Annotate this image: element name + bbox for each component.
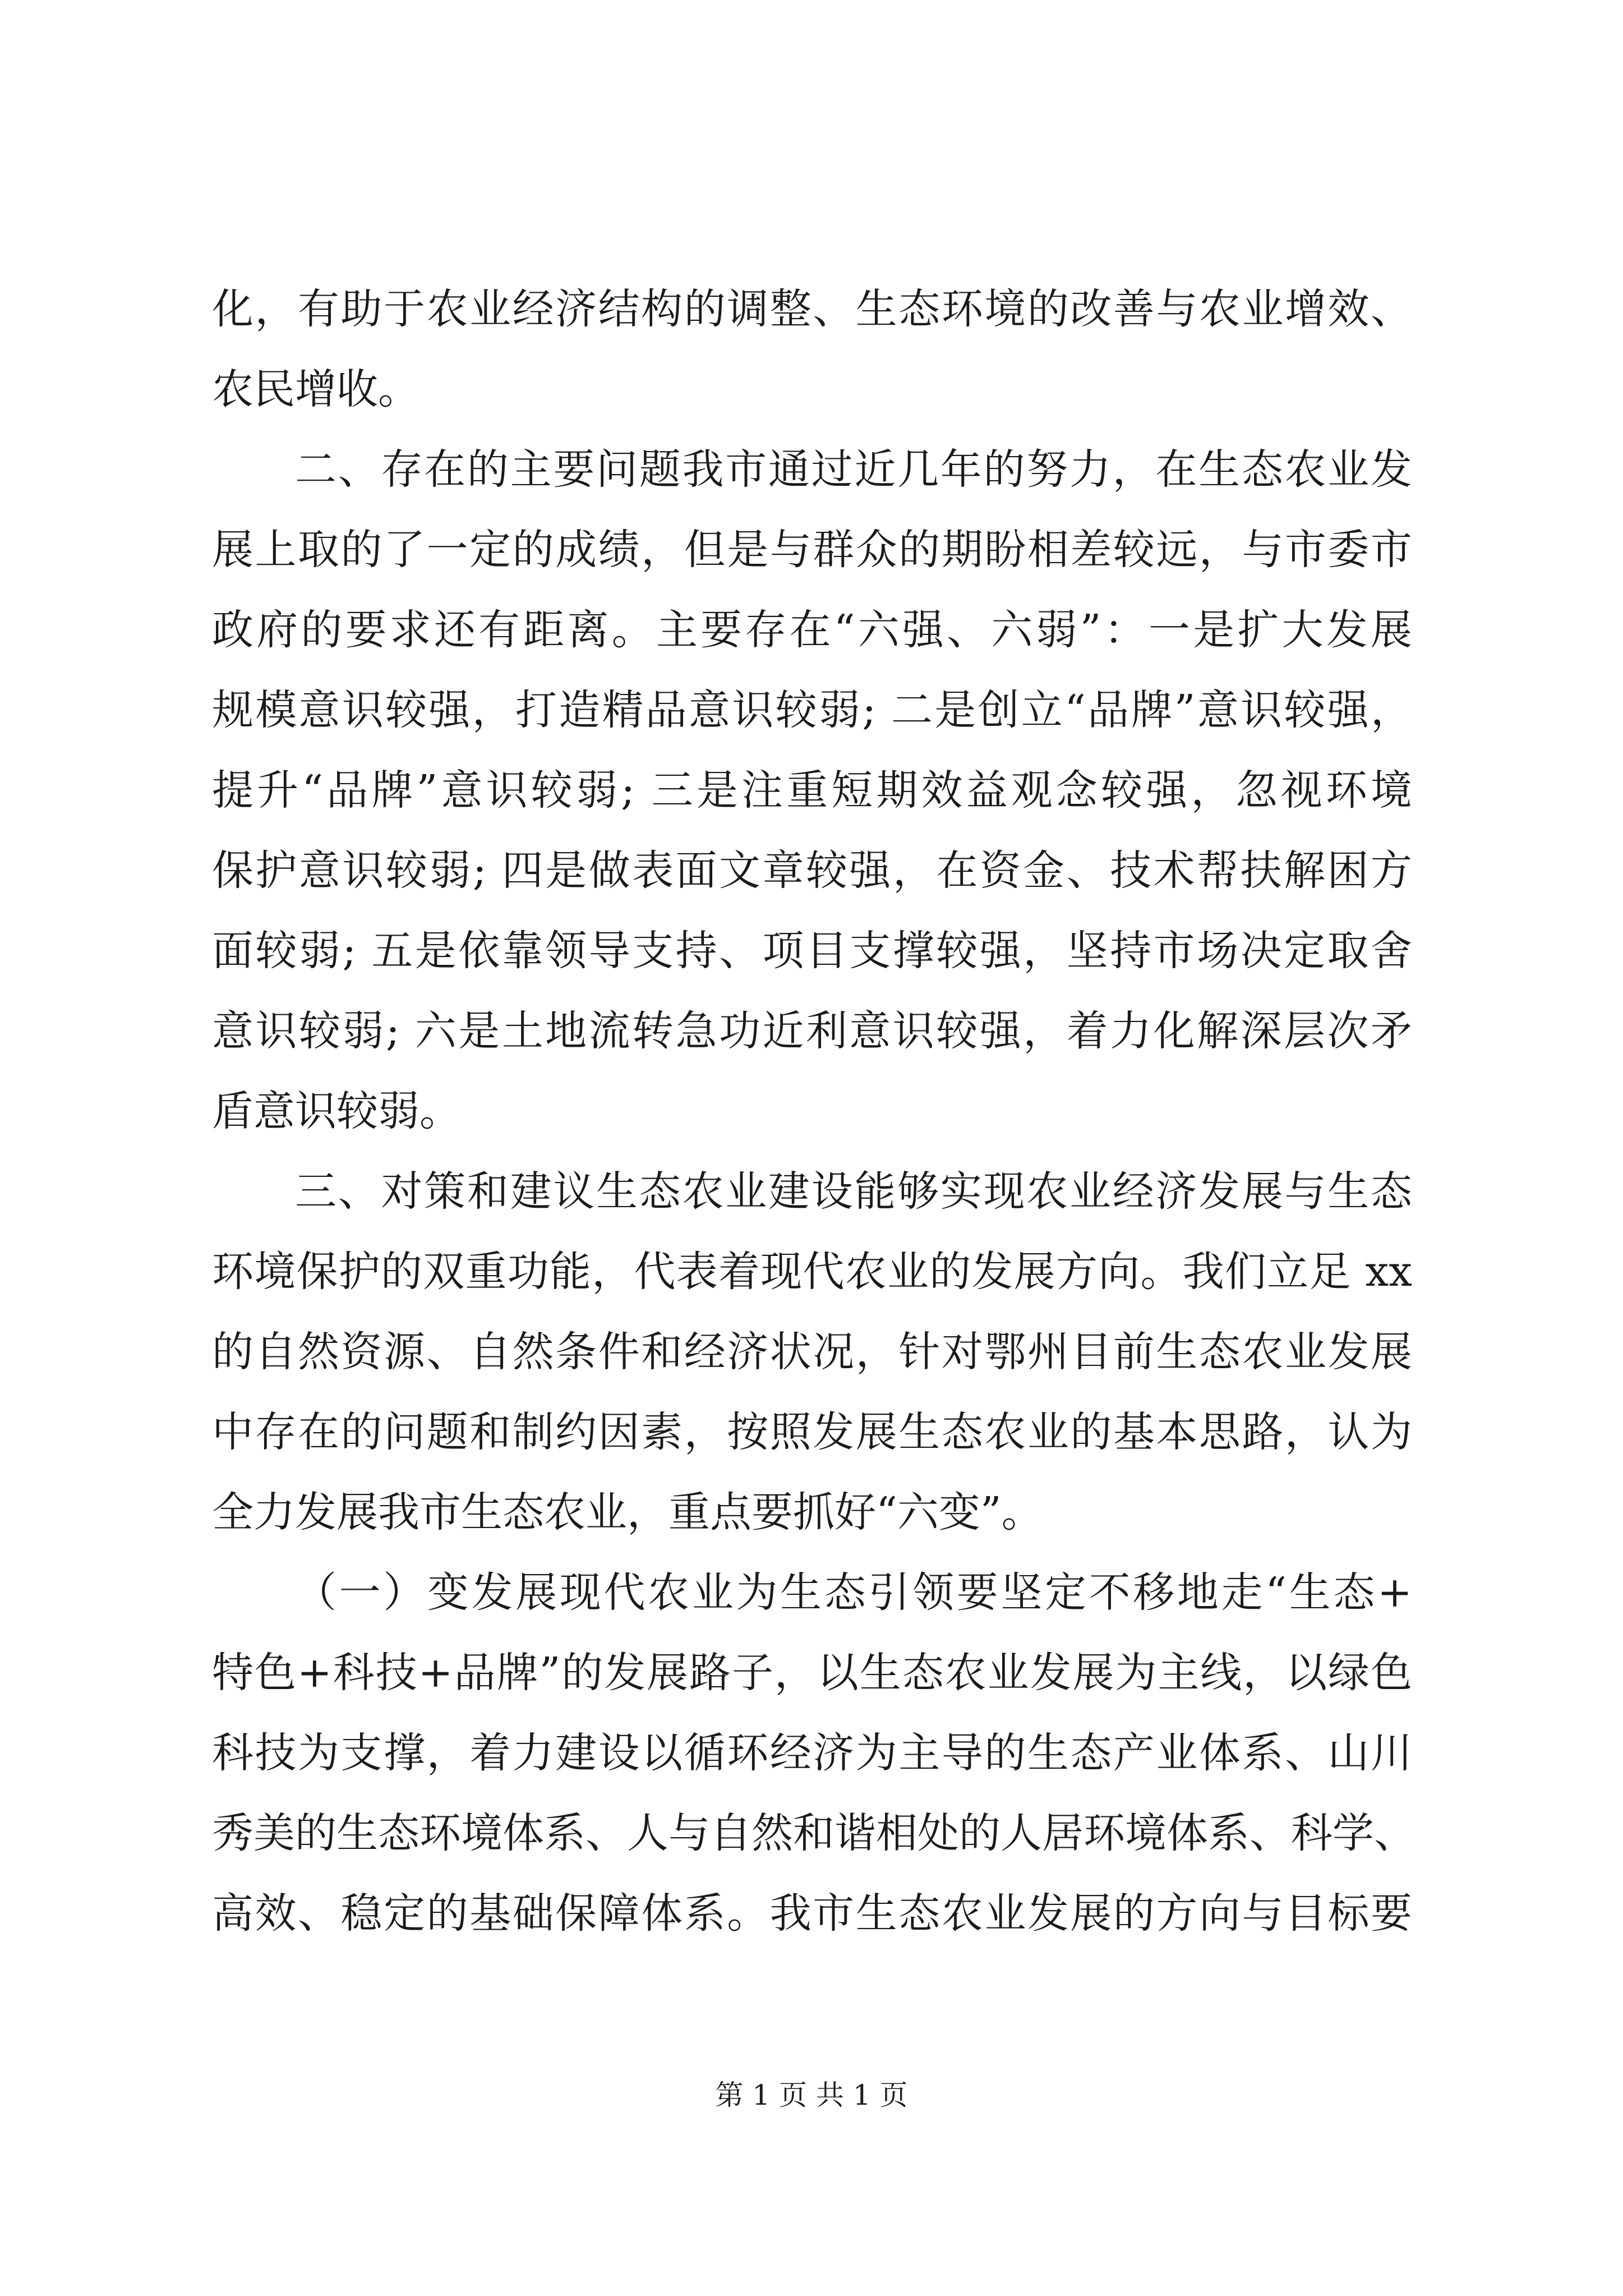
text-line: 面较弱; 五是依靠领导支持、项目支撑较强，坚持市场决定取舍 xyxy=(212,927,1412,975)
text-line: 规模意识较强，打造精品意识较弱; 二是创立“品牌”意识较强， xyxy=(212,686,1412,734)
text-line: 盾意识较弱。 xyxy=(212,1087,461,1135)
text-line: 化，有助于农业经济结构的调整、生态环境的改善与农业增效、 xyxy=(212,285,1412,333)
text-line: 秀美的生态环境体系、人与自然和谐相处的人居环境体系、科学、 xyxy=(212,1809,1415,1857)
text-line: 环境保护的双重功能，代表着现代农业的发展方向。我们立足 xx xyxy=(212,1248,1412,1296)
text-line: 特色+科技+品牌”的发展路子，以生态农业发展为主线，以绿色 xyxy=(212,1649,1412,1697)
text-line: 高效、稳定的基础保障体系。我市生态农业发展的方向与目标要 xyxy=(212,1889,1412,1938)
document-body xyxy=(212,269,1415,1954)
text-line: 保护意识较弱; 四是做表面文章较强，在资金、技术帮扶解困方 xyxy=(212,846,1412,895)
text-line: 三、对策和建议生态农业建设能够实现农业经济发展与生态 xyxy=(295,1167,1412,1216)
text-line: 展上取的了一定的成绩，但是与群众的期盼相差较远，与市委市 xyxy=(212,526,1412,574)
text-line: 二、存在的主要问题我市通过近几年的努力，在生态农业发 xyxy=(295,445,1412,494)
text-line: 意识较弱; 六是土地流转急功近利意识较强，着力化解深层次矛 xyxy=(212,1007,1412,1055)
text-line: 全力发展我市生态农业，重点要抓好“六变”。 xyxy=(212,1488,1043,1536)
text-line: 科技为支撑，着力建设以循环经济为主导的生态产业体系、山川 xyxy=(212,1729,1412,1777)
text-line: 政府的要求还有距离。主要存在“六强、六弱”：一是扩大发展 xyxy=(212,606,1412,654)
text-line: 中存在的问题和制约因素，按照发展生态农业的基本思路，认为 xyxy=(212,1408,1412,1456)
text-line: 的自然资源、自然条件和经济状况，针对鄂州目前生态农业发展 xyxy=(212,1328,1412,1376)
text-line: （一）变发展现代农业为生态引领要坚定不移地走“生态+ xyxy=(295,1568,1412,1617)
page-footer: 第 1 页 共 1 页 xyxy=(715,2079,908,2111)
text-line: 提升“品牌”意识较弱; 三是注重短期效益观念较强，忽视环境 xyxy=(212,766,1412,815)
text-line: 农民增收。 xyxy=(212,365,419,413)
